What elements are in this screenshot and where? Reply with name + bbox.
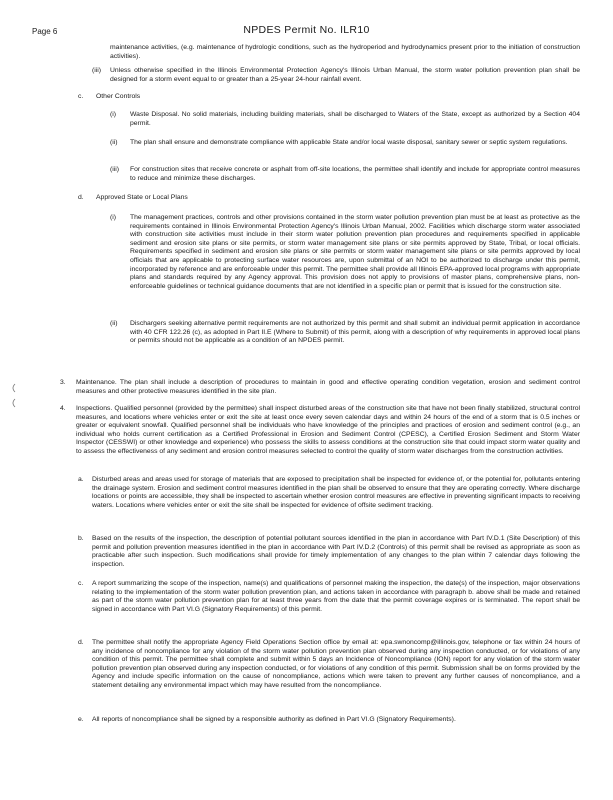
item-number: (i) xyxy=(110,111,117,118)
item-number: (iii) xyxy=(110,166,120,173)
item-number: (ii) xyxy=(110,139,118,146)
section-4-number: 4. xyxy=(60,405,66,412)
list-item: Waste Disposal. No solid materials, including building materials, shall be discharged to Waters of the State, except as authorized by a Section 404 permit. xyxy=(130,111,580,127)
section-d-title: Approved State or Local Plans xyxy=(96,194,188,201)
sub-label: d. xyxy=(78,639,84,646)
inspections-paragraph: Inspections. Qualified personnel (provided by the permittee) shall inspect disturbed areas of the construction site that have not been finally stabilized, structural control measures, and locations where vehicles enter or exit the site at least once every seven calendar days and within 24 hours of the end of a storm that is 0.5 inches or greater or equivalent snowfall. Qualified personnel shall be individuals who have knowledge of the principles and practices of erosion and sediment control (e.g., an individual who holds current certification as a Certified Professional in Erosion and Sediment Control (CPESC), a Certified Erosion Sediment and Storm Water Inspector (CESSWI) or other knowledge and experience) who possess the skills to assess conditions at the construction site that could impact storm water quality and to assess the effectiveness of any sediment and erosion control measures selected to control the quality of storm water discharges from the construction activities. xyxy=(76,405,580,455)
item-number: (i) xyxy=(110,214,117,221)
list-item: Dischargers seeking alternative permit requirements are not authorized by this permit and shall submit an individual permit application in accordance with 40 CFR 122.26 (c), as adopted in Part II.E (Where to Submit) of this permit, along with a description of why requirements in approved local plans or permits should not be applicable as a condition of an NPDES permit. xyxy=(130,320,580,345)
section-d-label: d. xyxy=(78,194,84,201)
sub-label: a. xyxy=(78,476,84,483)
sub-paragraph: All reports of noncompliance shall be signed by a responsible authority as defined in Part VI.G (Signatory Requirements). xyxy=(92,716,456,723)
list-item: The plan shall ensure and demonstrate compliance with applicable State and/or local waste disposal, sanitary sewer or septic system regulations. xyxy=(130,139,568,146)
paragraph-iii: Unless otherwise specified in the Illinois Environmental Protection Agency's Illinois Urban Manual, the storm water pollution prevention plan shall be designed for a storm event equal to or greater than a 25-year 24-hour rainfall event. xyxy=(110,67,580,83)
item-number: (ii) xyxy=(110,320,118,327)
list-item: For construction sites that receive concrete or asphalt from off-site locations, the permittee shall identify and include for appropriate control measures to reduce and minimize these discharges. xyxy=(130,166,580,182)
item-number: (iii) xyxy=(92,67,102,74)
sub-label: c. xyxy=(78,580,84,587)
sub-label: e. xyxy=(78,716,84,723)
continued-paragraph: maintenance activities, (e.g. maintenance of hydrologic conditions, such as the hydroperiod and hydrodynamics present prior to the initiation of construction activities). xyxy=(110,44,580,60)
sub-paragraph: A report summarizing the scope of the inspection, name(s) and qualifications of personnel making the inspection, the date(s) of the inspection, major observations relating to the implementation of the storm water pollution prevention plan, and actions taken in accordance with paragraph b. above shall be made and retained as part of the storm water pollution prevention plan for at least three years from the date that the permit coverage expires or is terminated. The report shall be signed in accordance with Part VI.G (Signatory Requirements) of this permit. xyxy=(92,580,580,613)
page-number: Page 6 xyxy=(32,27,58,36)
sub-paragraph: The permittee shall notify the appropriate Agency Field Operations Section office by email at: epa.swnoncomp@illinois.gov, telephone or fax within 24 hours of any incidence of noncompliance for any violation of the storm water pollution prevention plan observed during any inspection conducted, or for violations of any condition of this permit. The permittee shall complete and submit within 5 days an Incidence of Noncompliance (ION) report for any violation of the storm water pollution prevention plan observed during any inspection conducted, or for violations of any condition of this permit. Submission shall be on forms provided by the Agency and include specific information on the cause of noncompliance, actions which were taken to prevent any further causes of noncompliance, and a statement detailing any environmental impact which may have resulted from the noncompliance. xyxy=(92,639,580,689)
sub-label: b. xyxy=(78,535,84,542)
section-c-label: c. xyxy=(78,93,84,100)
document-title: NPDES Permit No. ILR10 xyxy=(243,24,370,36)
section-c-title: Other Controls xyxy=(96,93,141,100)
list-item: The management practices, controls and other provisions contained in the storm water pollution prevention plan must be at least as protective as the requirements contained in Illinois Environmental Protection Agency's Illinois Urban Manual, 2002. Facilities which discharge storm water associated with construction site activities must include in their storm water pollution prevention plan procedures and requirements specified in applicable sediment and erosion site plans or site permits, or storm water management site plans or site permits approved by State, Tribal, or local officials. Requirements specified in sediment and erosion site plans or site permits or storm water management site plans or site permits approved by local officials that are applicable to protecting surface water resources are, upon submittal of an NOI to be authorized to discharge under this permit, incorporated by reference and are enforceable under this permit. The permittee shall provide all Illinois EPA-approved local programs with appropriate plans and standards required by any Agency approval. This provision does not apply to provisions of master plans, comprehensive plans, non-enforceable guidelines or technical guidance documents that are not identified in a specific plan or permit that is issued for the construction site. xyxy=(130,214,580,290)
margin-mark-icon xyxy=(10,398,16,408)
maintenance-paragraph: Maintenance. The plan shall include a description of procedures to maintain in good and effective operating condition vegetation, erosion and sediment control measures and other protective measures identified in the site plan. xyxy=(76,379,580,395)
sub-paragraph: Disturbed areas and areas used for storage of materials that are exposed to precipitation shall be inspected for evidence of, or the potential for, pollutants entering the drainage system. Erosion and sediment control measures identified in the plan shall be observed to ensure that they are operating correctly. Where discharge locations or points are accessible, they shall be inspected to ascertain whether erosion control measures are effective in preventing significant impacts to receiving waters. Locations where vehicles enter or exit the site shall be inspected for evidence of offsite sediment tracking. xyxy=(92,476,580,509)
sub-paragraph: Based on the results of the inspection, the description of potential pollutant sources identified in the plan in accordance with Part IV.D.1 (Site Description) of this permit and pollution prevention measures identified in the plan in accordance with Part IV.D.2 (Controls) of this permit shall be revised as appropriate as soon as practicable after such inspection. Such modifications shall provide for timely implementation of any changes to the plan within 7 calendar days following the inspection. xyxy=(92,535,580,568)
margin-mark-icon xyxy=(10,383,16,393)
section-3-number: 3. xyxy=(60,379,66,386)
